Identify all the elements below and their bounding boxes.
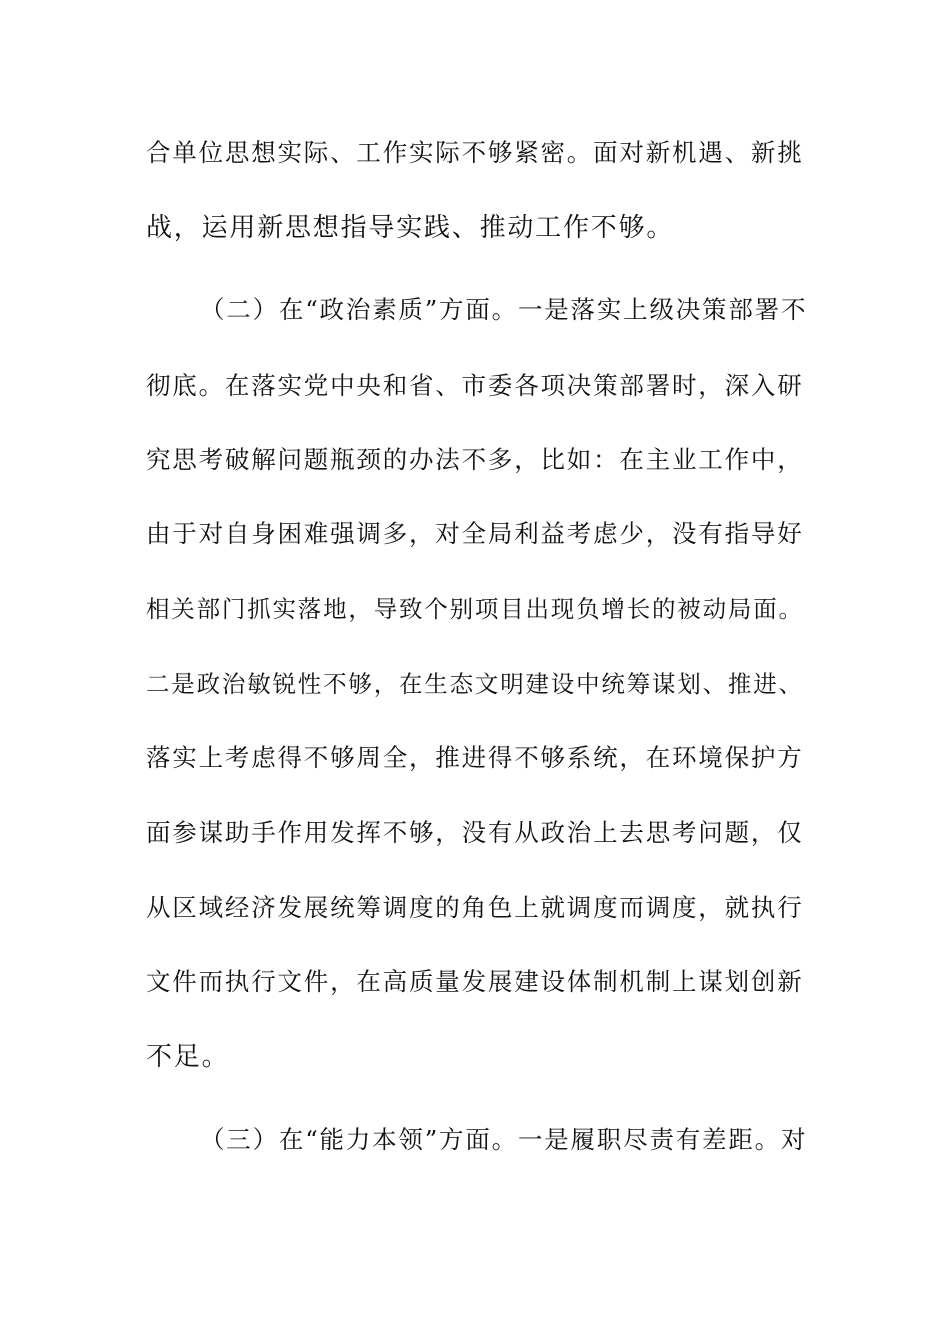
text-line: 落实上考虑得不够周全，推进得不够系统，在环境保护方 — [146, 743, 804, 772]
text-line: 战，运用新思想指导实践、推动工作不够。 — [146, 213, 675, 243]
text-line: 究思考破解问题瓶颈的办法不多，比如：在主业工作中， — [146, 445, 804, 474]
text-line: 合单位思想实际、工作实际不够紧密。面对新机遇、新挑 — [146, 138, 804, 167]
section-heading-line: （二）在“政治素质”方面。一是落实上级决策部署不 — [200, 295, 808, 324]
text-line: 从区域经济发展统筹调度的角色上就调度而调度，就执行 — [146, 893, 804, 922]
section-heading-line: （三）在“能力本领”方面。一是履职尽责有差距。对 — [200, 1125, 808, 1154]
text-line: 相关部门抓实落地，导致个别项目出现负增长的被动局面。 — [146, 595, 804, 623]
text-line: 彻底。在落实党中央和省、市委各项决策部署时，深入研 — [146, 371, 804, 400]
text-line: 由于对自身困难强调多，对全局利益考虑少，没有指导好 — [146, 519, 804, 548]
text-line: 二是政治敏锐性不够，在生态文明建设中统筹谋划、推进、 — [146, 670, 804, 698]
text-line: 不足。 — [146, 1042, 230, 1072]
text-line: 文件而执行文件，在高质量发展建设体制机制上谋划创新 — [146, 967, 804, 996]
text-line: 面参谋助手作用发挥不够，没有从政治上去思考问题，仅 — [146, 818, 804, 847]
